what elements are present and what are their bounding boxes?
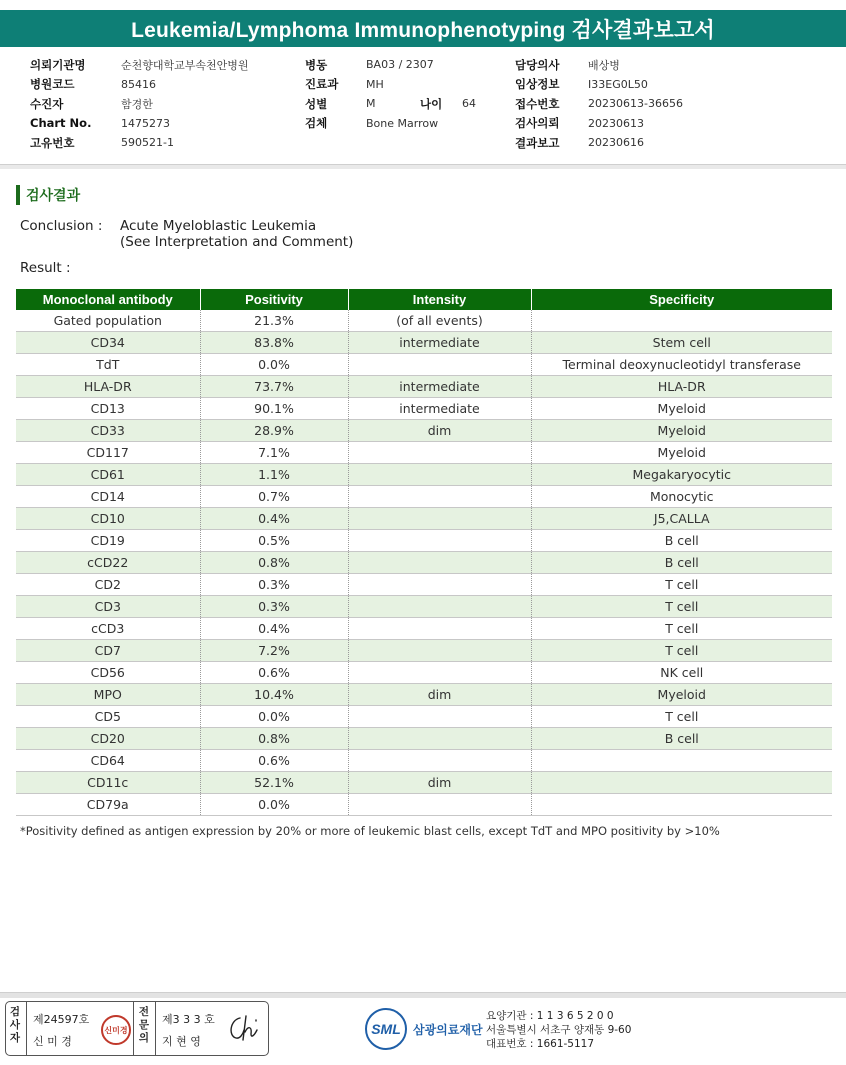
table-row (16, 376, 832, 398)
header-field-label: 검사의뢰 (515, 116, 560, 131)
header-field (515, 114, 683, 134)
positivity-cell: 7.1% (200, 442, 348, 464)
table-row (16, 728, 832, 750)
intensity-cell (348, 706, 531, 728)
conclusion (20, 218, 353, 250)
table-row (16, 464, 832, 486)
header-field (305, 55, 476, 75)
table-row (16, 596, 832, 618)
specificity-cell: T cell (531, 574, 832, 596)
specificity-cell (531, 310, 832, 332)
table-row (16, 420, 832, 442)
header-field-label: 접수번호 (515, 96, 560, 111)
table-row (16, 794, 832, 816)
antibody-cell: CD33 (16, 420, 200, 442)
table-row (16, 706, 832, 728)
intensity-cell: dim (348, 420, 531, 442)
header-field-label: 수진자 (30, 96, 64, 111)
intensity-cell (348, 794, 531, 816)
antibody-cell: CD34 (16, 332, 200, 354)
specificity-cell: Terminal deoxynucleotidyl transferase (531, 354, 832, 376)
org-address: 서울특별시 서초구 양재동 9-60 (486, 1024, 632, 1036)
specificity-cell: T cell (531, 618, 832, 640)
header-field-label: 고유번호 (30, 135, 75, 150)
header-field (515, 75, 683, 95)
header-field-value: 20230613 (588, 116, 644, 130)
antibody-cell: CD14 (16, 486, 200, 508)
positivity-cell: 0.3% (200, 574, 348, 596)
divider (133, 1002, 134, 1055)
header-field (30, 55, 249, 75)
doctor-license-no: 제3 3 3 호 (162, 1013, 215, 1026)
antibody-cell: CD11c (16, 772, 200, 794)
org-name: 삼광의료재단 (413, 1022, 483, 1037)
specificity-cell: T cell (531, 596, 832, 618)
org-logo (365, 1008, 483, 1050)
table-row (16, 640, 832, 662)
table-row (16, 618, 832, 640)
intensity-cell (348, 508, 531, 530)
intensity-cell (348, 728, 531, 750)
antibody-cell: CD2 (16, 574, 200, 596)
antibody-cell: CD64 (16, 750, 200, 772)
table-row (16, 684, 832, 706)
header-field-label: 결과보고 (515, 135, 560, 150)
intensity-cell (348, 662, 531, 684)
table-row (16, 508, 832, 530)
table-row (16, 442, 832, 464)
intensity-cell (348, 640, 531, 662)
specificity-cell: Myeloid (531, 398, 832, 420)
header-field (30, 94, 249, 114)
positivity-cell: 0.7% (200, 486, 348, 508)
specificity-cell: Myeloid (531, 420, 832, 442)
specificity-cell: Myeloid (531, 684, 832, 706)
antibody-cell: CD117 (16, 442, 200, 464)
antibody-cell: CD19 (16, 530, 200, 552)
section-title: 검사결과 (26, 188, 81, 204)
age-value: 64 (462, 97, 476, 111)
conclusion-label: Conclusion : (20, 218, 103, 234)
signature-box (5, 1001, 269, 1056)
table-row (16, 662, 832, 684)
header-field-label: 병원코드 (30, 77, 75, 92)
antibody-cell: CD20 (16, 728, 200, 750)
header-field (30, 75, 249, 95)
positivity-cell: 73.7% (200, 376, 348, 398)
header-field (30, 114, 249, 134)
specificity-cell (531, 772, 832, 794)
header-field-value: MH (366, 77, 384, 91)
org-phone: 대표번호 : 1661-5117 (486, 1038, 595, 1050)
header-field (305, 114, 476, 134)
col-header-positivity: Positivity (200, 289, 348, 310)
positivity-cell: 21.3% (200, 310, 348, 332)
antibody-cell: MPO (16, 684, 200, 706)
positivity-cell: 52.1% (200, 772, 348, 794)
antibody-cell: TdT (16, 354, 200, 376)
header-field-value: M (366, 97, 376, 111)
header-col-ward (305, 55, 476, 133)
header-field-value: 85416 (121, 77, 156, 91)
header-field-value: 590521-1 (121, 136, 174, 150)
intensity-cell (348, 552, 531, 574)
org-code: 요양기관 : 1 1 3 6 5 2 0 0 (486, 1010, 614, 1022)
signer-label-tech: 검사자 (9, 1006, 21, 1044)
table-row (16, 354, 832, 376)
specificity-cell: Myeloid (531, 442, 832, 464)
doctor-name: 지 현 영 (162, 1035, 201, 1048)
intensity-cell (348, 574, 531, 596)
specificity-cell: B cell (531, 530, 832, 552)
tech-license-no: 제24597호 (33, 1013, 90, 1026)
table-row (16, 552, 832, 574)
positivity-cell: 90.1% (200, 398, 348, 420)
report-title: Leukemia/Lymphoma Immunophenotyping 검사결과보고서 (0, 10, 846, 47)
specificity-cell: HLA-DR (531, 376, 832, 398)
header-field-value: 1475273 (121, 116, 170, 130)
table-row (16, 310, 832, 332)
conclusion-note: (See Interpretation and Comment) (120, 234, 354, 250)
table-row (16, 332, 832, 354)
antibody-cell: HLA-DR (16, 376, 200, 398)
intensity-cell (348, 596, 531, 618)
antibody-cell: CD5 (16, 706, 200, 728)
specificity-cell: B cell (531, 552, 832, 574)
header-field-value: 20230616 (588, 136, 644, 150)
positivity-cell: 10.4% (200, 684, 348, 706)
org-info (486, 1009, 631, 1051)
positivity-cell: 0.0% (200, 706, 348, 728)
header-field-label: 담당의사 (515, 57, 560, 72)
table-row (16, 398, 832, 420)
header-field-value: 20230613-36656 (588, 97, 683, 111)
antibody-cell: CD7 (16, 640, 200, 662)
header-field-label: Chart No. (30, 116, 92, 131)
intensity-cell (348, 618, 531, 640)
col-header-intensity: Intensity (348, 289, 531, 310)
intensity-cell: intermediate (348, 376, 531, 398)
antibody-cell: cCD3 (16, 618, 200, 640)
positivity-cell: 0.8% (200, 728, 348, 750)
age-label: 나이 (420, 96, 443, 111)
antibody-cell: cCD22 (16, 552, 200, 574)
positivity-cell: 0.6% (200, 750, 348, 772)
seal-stamp: 신미경 (101, 1015, 131, 1045)
header-field-value: I33EG0L50 (588, 77, 648, 91)
intensity-cell (348, 442, 531, 464)
positivity-cell: 28.9% (200, 420, 348, 442)
header-field (305, 94, 476, 114)
positivity-cell: 7.2% (200, 640, 348, 662)
table-row (16, 530, 832, 552)
positivity-cell: 0.3% (200, 596, 348, 618)
positivity-cell: 0.5% (200, 530, 348, 552)
positivity-cell: 0.6% (200, 662, 348, 684)
specificity-cell: T cell (531, 640, 832, 662)
intensity-cell: (of all events) (348, 310, 531, 332)
footnote: *Positivity defined as antigen expression by 20% or more of leukemic blast cells, except TdT and MPO positivity by >10% (20, 824, 720, 838)
intensity-cell (348, 354, 531, 376)
positivity-cell: 1.1% (200, 464, 348, 486)
result-label: Result : (20, 260, 71, 276)
section-header (16, 185, 80, 205)
col-header-specificity: Specificity (531, 289, 832, 310)
positivity-cell: 0.4% (200, 618, 348, 640)
header-col-doctor (515, 55, 683, 153)
table-row (16, 750, 832, 772)
intensity-cell (348, 464, 531, 486)
header-field-label: 의뢰기관명 (30, 57, 86, 72)
specificity-cell: B cell (531, 728, 832, 750)
header-field-label: 진료과 (305, 77, 339, 92)
positivity-cell: 0.0% (200, 354, 348, 376)
specificity-cell (531, 750, 832, 772)
intensity-cell: intermediate (348, 398, 531, 420)
header-field (515, 55, 683, 75)
footer-divider (0, 992, 846, 998)
specificity-cell: J5,CALLA (531, 508, 832, 530)
header-field (515, 94, 683, 114)
header-divider (0, 164, 846, 169)
results-table (16, 289, 832, 816)
section-bar (16, 185, 20, 205)
header-field-value: 배상병 (588, 58, 620, 72)
header-field-value: 함경한 (121, 97, 153, 111)
header-field-label: 검체 (305, 116, 328, 131)
antibody-cell: CD56 (16, 662, 200, 684)
conclusion-text: Acute Myeloblastic Leukemia (120, 218, 317, 234)
specificity-cell: Megakaryocytic (531, 464, 832, 486)
antibody-cell: CD79a (16, 794, 200, 816)
antibody-cell: CD13 (16, 398, 200, 420)
intensity-cell: dim (348, 684, 531, 706)
specificity-cell (531, 794, 832, 816)
header-field-label: 임상정보 (515, 77, 560, 92)
header-field-label: 병동 (305, 57, 328, 72)
intensity-cell: dim (348, 772, 531, 794)
tech-name: 신 미 경 (33, 1035, 72, 1048)
header-field-value: BA03 / 2307 (366, 58, 434, 72)
table-row (16, 772, 832, 794)
header-field (30, 133, 249, 153)
antibody-cell: CD3 (16, 596, 200, 618)
header-field-value: Bone Marrow (366, 116, 439, 130)
header-field-value: 순천향대학교부속천안병원 (121, 58, 249, 72)
specificity-cell: NK cell (531, 662, 832, 684)
divider (26, 1002, 27, 1055)
intensity-cell (348, 530, 531, 552)
divider (155, 1002, 156, 1055)
antibody-cell: CD10 (16, 508, 200, 530)
header-field (305, 75, 476, 95)
positivity-cell: 0.0% (200, 794, 348, 816)
col-header-antibody: Monoclonal antibody (16, 289, 200, 310)
header-col-patient (30, 55, 249, 153)
handwritten-signature (226, 1012, 262, 1046)
positivity-cell: 0.8% (200, 552, 348, 574)
sml-logo-icon: SML (365, 1008, 407, 1050)
specificity-cell: Stem cell (531, 332, 832, 354)
header-field (515, 133, 683, 153)
table-row (16, 486, 832, 508)
positivity-cell: 0.4% (200, 508, 348, 530)
table-row (16, 574, 832, 596)
antibody-cell: CD61 (16, 464, 200, 486)
antibody-cell: Gated population (16, 310, 200, 332)
signer-label-doctor: 전문의 (138, 1006, 150, 1044)
intensity-cell (348, 750, 531, 772)
intensity-cell (348, 486, 531, 508)
specificity-cell: T cell (531, 706, 832, 728)
specificity-cell: Monocytic (531, 486, 832, 508)
intensity-cell: intermediate (348, 332, 531, 354)
positivity-cell: 83.8% (200, 332, 348, 354)
header-field-label: 성별 (305, 96, 328, 111)
